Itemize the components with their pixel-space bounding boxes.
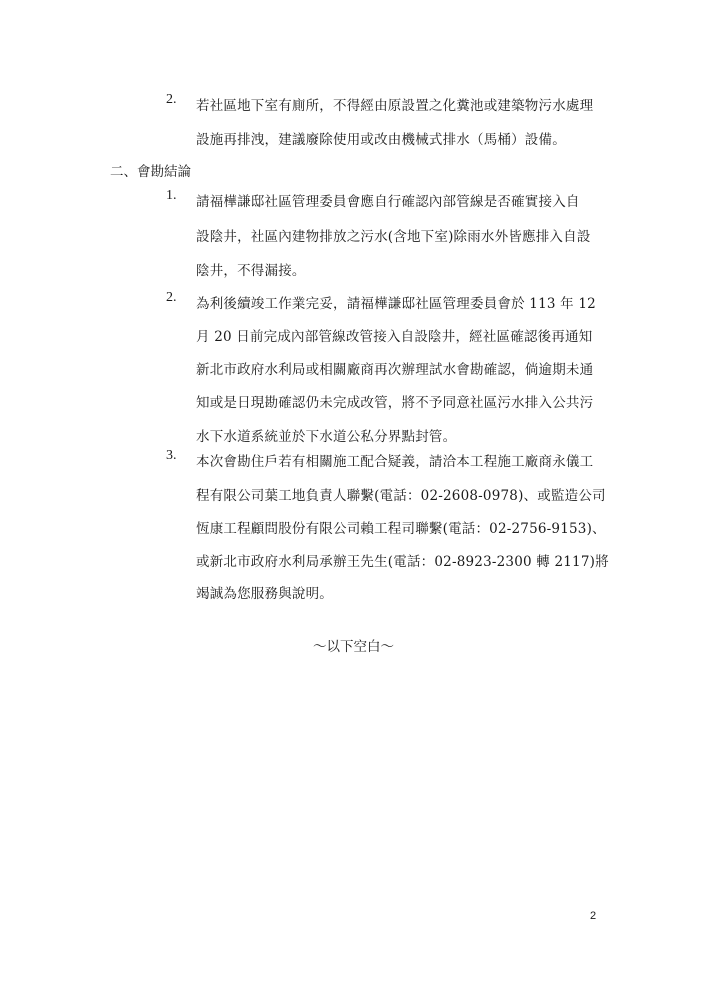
item-text-line: 陰井，不得漏接。 [196,263,306,279]
item-text-line: 或新北市政府水利局承辦王先生(電話：02-8923-2300 轉 2117)將 [196,554,609,570]
end-of-content-mark: ～以下空白～ [313,639,394,655]
item-text-line: 本次會勘住戶若有相關施工配合疑義，請洽本工程施工廠商永儀工 [196,454,594,470]
item-text-line: 竭誠為您服務與說明。 [196,586,333,602]
page-number: 2 [590,910,597,922]
item-text-line: 設施再排洩，建議廢除使用或改由機械式排水（馬桶）設備。 [196,132,566,148]
item-text-line: 若社區地下室有廁所，不得經由原設置之化糞池或建築物污水處理 [196,98,594,114]
item-text-line: 請福樺謙邸社區管理委員會應自行確認內部管線是否確實接入自 [196,194,580,210]
item-text-line: 設陰井，社區內建物排放之污水(含地下室)除雨水外皆應排入自設 [196,229,591,245]
item-text-line: 知或是日現勘確認仍未完成改管，將不予同意社區污水排入公共污 [196,395,594,411]
item-text-line: 恆康工程顧問股份有限公司賴工程司聯繫(電話：02-2756-9153)、 [196,521,606,537]
item-text-line: 程有限公司葉工地負責人聯繫(電話：02-2608-0978)、或監造公司 [196,488,606,504]
section-heading: 二、會勘結論 [110,164,191,180]
item-number: 2. [166,290,177,305]
item-text-line: 水下水道系統並於下水道公私分界點封管。 [196,429,457,445]
item-text-line: 新北市政府水利局或相關廠商再次辦理試水會勘確認，倘逾期未通 [196,362,594,378]
item-text-line: 月 20 日前完成內部管線改管接入自設陰井，經社區確認後再通知 [196,329,593,345]
item-text-line: 為利後續竣工作業完妥，請福樺謙邸社區管理委員會於 113 年 12 [196,296,596,312]
item-number: 1. [166,188,177,203]
item-number: 2. [166,92,177,107]
item-number: 3. [166,448,177,463]
